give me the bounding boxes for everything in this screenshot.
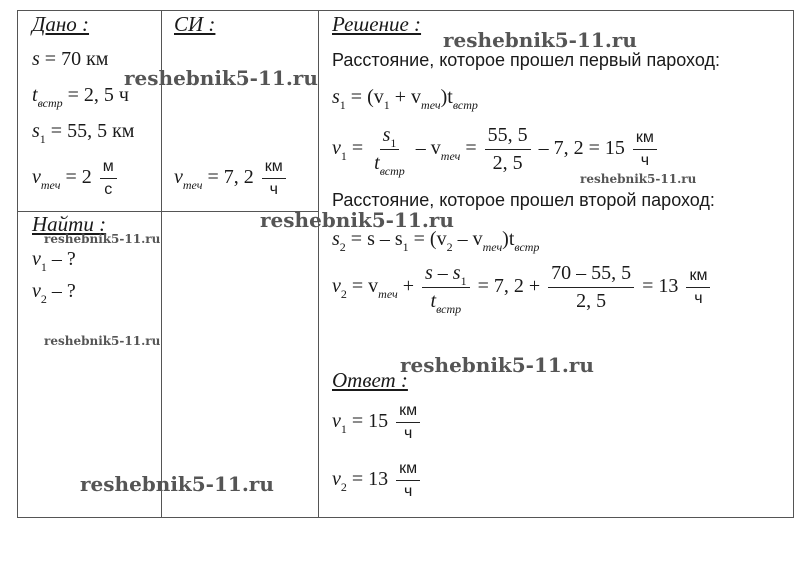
- unit-fraction: $\frac{км}{ч}$: [262, 158, 286, 199]
- solution-text-second: Расстояние, которое прошел второй пароход:: [332, 190, 715, 210]
- solution-text-first: Расстояние, которое прошел первый пароход:: [332, 50, 720, 70]
- find-v2: $v_2$ – ?: [32, 280, 76, 306]
- given-distance: s = 70 км: [32, 48, 109, 70]
- watermark: reshebnik5-11.ru: [80, 472, 274, 496]
- answer-v2: $v_2 = 13$ $\frac{км}{ч}$: [332, 460, 423, 501]
- watermark: reshebnik5-11.ru: [44, 232, 161, 246]
- answer-v1: $v_1 = 15$ $\frac{км}{ч}$: [332, 402, 423, 443]
- fraction: $\frac{s_1}{t_{встр}}$: [374, 124, 405, 178]
- formula-s1: $s_1 = (v_1 + v_{теч})t_{встр}$: [332, 86, 478, 112]
- given-header: Дано :: [32, 12, 90, 36]
- si-current-speed: $v_{теч} = 7$, 2 $\frac{км}{ч}$: [174, 158, 289, 199]
- unit-fraction: $\frac{м}{с}$: [100, 158, 117, 199]
- fraction: $\frac{70 - 55, 5}{2, 5}$: [548, 262, 634, 313]
- formula-v2: $v_2 = v_{теч}$ + $\frac{s - s_1}{t_{встр}}$ = 7, 2 + $\frac{70 - 55, 5}{2, 5}$ = 13 $\frac{км}{ч}$: [332, 262, 713, 313]
- watermark: reshebnik5-11.ru: [400, 353, 594, 377]
- find-v1: $v_1$ – ?: [32, 248, 76, 274]
- watermark: reshebnik5-11.ru: [443, 28, 637, 52]
- watermark: reshebnik5-11.ru: [124, 66, 318, 90]
- formula-s2: $s_2 = s - s_1 = (v_2 - v_{теч})t_{встр}$: [332, 228, 540, 254]
- answer-header: Ответ :: [332, 368, 408, 392]
- given-distance-first: $s_1 = 55$, 5 км: [32, 120, 135, 146]
- find-header: Найти :: [32, 212, 107, 236]
- watermark: reshebnik5-11.ru: [260, 208, 454, 232]
- unit-fraction: $\frac{км}{ч}$: [396, 460, 420, 501]
- unit-fraction: $\frac{км}{ч}$: [686, 267, 710, 308]
- formula-v1: $v_1$ = $\frac{s_1}{t_{встр}}$ – $v_{теч}$ = $\frac{55, 5}{2, 5}$ – 7, 2 = 15 $\frac{км}{ч}$: [332, 124, 660, 175]
- fraction: $\frac{s - s_1}{t_{встр}}$: [422, 262, 470, 313]
- solution-header: Решение :: [332, 12, 422, 36]
- watermark: reshebnik5-11.ru: [44, 334, 161, 348]
- watermark: reshebnik5-11.ru: [580, 172, 697, 186]
- unit-fraction: $\frac{км}{ч}$: [396, 402, 420, 443]
- si-header: СИ :: [174, 12, 216, 36]
- unit-fraction: $\frac{км}{ч}$: [633, 129, 657, 170]
- given-current-speed: $v_{теч} = 2$ $\frac{м}{с}$: [32, 158, 120, 199]
- column-divider-2: [318, 10, 319, 518]
- given-meeting-time: $t_{встр} = 2$, 5 ч: [32, 84, 129, 110]
- fraction: $\frac{55, 5}{2, 5}$: [485, 124, 531, 175]
